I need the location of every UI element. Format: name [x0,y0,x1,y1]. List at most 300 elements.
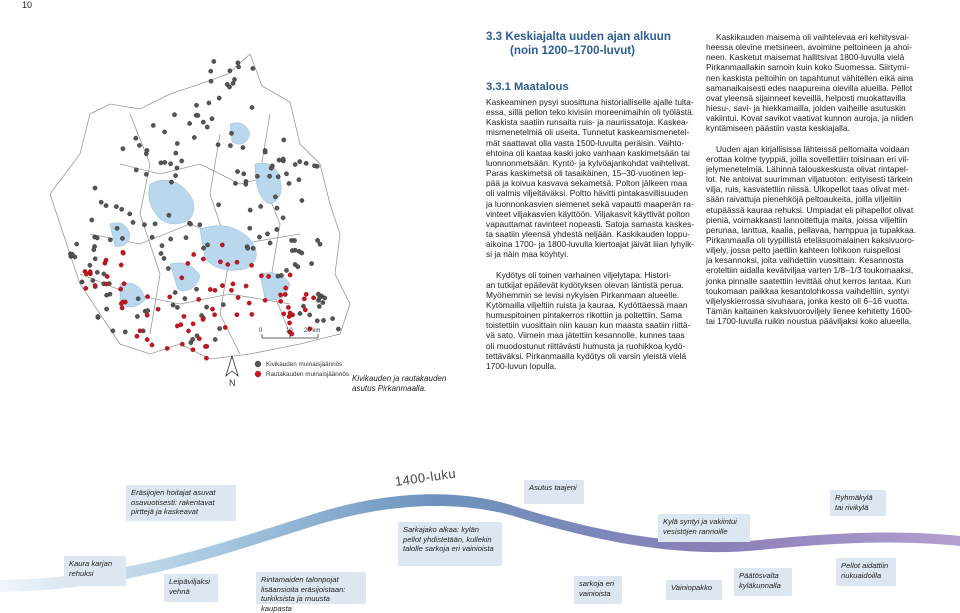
text-line: vakiintui. Kovat savikot vaativat kunnon auroja, ja niiden [706,113,914,124]
stone-age-site-marker [153,222,157,226]
iron-age-site-marker [249,263,253,267]
text-line: Kytömailla viljeltiin ruista ja kauraa. Kydöttäessä maan [486,299,688,310]
stone-age-site-marker [205,243,209,247]
stone-age-site-marker [145,148,149,152]
stone-age-site-marker [336,327,340,331]
iron-age-site-marker [287,321,291,325]
stone-age-site-marker [300,251,304,255]
text-line: Tämän kaltainen kaksivuoroviljely lienee kehitetty 1600- [706,306,913,317]
text-line: vinteet viljakasvien käyttöön. Viljakasvit käyttivät polton [486,208,690,219]
stone-age-site-marker [80,280,84,284]
stone-age-site-marker [242,172,246,176]
stone-age-site-marker [111,329,115,333]
timeline-box-erasijojen-hoitajat: Eräsijojen hoitajat asuvat osavuotisesti: rakentavat pirttejä ja kaskeavat [126,485,236,521]
stone-age-site-marker [201,120,205,124]
article-column-right [706,32,918,326]
iron-age-site-marker [191,348,195,352]
legend-stone-age-label: Kivikauden muinaisjäännös [266,361,343,368]
text-line: viljely, jossa pelto jaettiin kahteen lohkoon ruispellosi [706,245,901,256]
stone-age-site-marker [275,206,279,210]
iron-age-site-marker [84,286,88,290]
stone-age-site-marker [213,337,217,341]
stone-age-site-marker [265,232,269,236]
text-line: ovat yleensä sijainneet keveillä, helposti muokattavilla [706,92,906,103]
iron-age-site-marker [165,346,169,350]
iron-age-site-marker [236,295,240,299]
stone-age-site-marker [168,162,172,166]
stone-age-site-marker [93,186,97,190]
stone-age-site-marker [162,256,166,260]
stone-age-site-marker [212,59,216,63]
iron-age-site-marker [180,276,184,280]
stone-age-site-marker [198,223,202,227]
stone-age-site-marker [151,123,155,127]
stone-age-site-marker [281,157,285,161]
text-line: perunaa, lanttua, kaalia, pellavaa, hamppua ja tupakkaa. [706,224,916,235]
iron-age-site-marker [259,274,263,278]
stone-age-site-marker [276,175,280,179]
stone-age-site-marker [162,130,166,134]
iron-age-site-marker [186,329,190,333]
iron-age-site-marker [266,274,270,278]
stone-age-site-marker [99,200,103,204]
timeline-box-leipavilja: Leipäviljaksi vehnä [164,574,218,602]
text-line: eroteltiin aidalla kevätviljaa varten 1/8–1/3 toukomaaksi, [706,265,914,276]
stone-age-site-marker [300,198,304,202]
stone-age-site-marker [330,316,334,320]
iron-age-site-marker [145,294,149,298]
stone-age-site-marker [317,304,321,308]
iron-age-site-marker [286,305,290,309]
stone-age-site-marker [259,204,263,208]
text-line: neen. Kasketut maisemat hallitsivat 1800-luvulla vielä [706,52,905,63]
timeline-box-rintamaiden-talonpojat: Rintamaiden talonpojat lisäansioita eräsijoistaan: turkiksista ja muusta kaupasta [256,572,366,604]
stone-age-site-marker [297,178,301,182]
stone-age-site-marker [180,159,184,163]
text-line: tettäväksi. Pirkanmaalla kydötys oli varsin yleistä vielä [486,350,687,361]
north-arrow-icon [226,356,238,388]
stone-age-site-marker [270,164,274,168]
stone-age-site-marker [244,182,248,186]
text-line: samanaikaisesti edes naapureina olevilla alueilla. Pellot [706,82,913,93]
stone-age-site-marker [175,141,179,145]
stone-age-site-marker [228,143,232,147]
stone-age-site-marker [309,261,313,265]
text-line: kyntämiseen päästiin vasta keskiajalla. [706,123,850,134]
iron-age-site-marker [235,313,239,317]
text-line: Kydötys oli toinen varhainen viljelytapa. Histori- [496,269,672,280]
iron-age-site-marker [121,251,125,255]
stone-age-site-marker [298,311,302,315]
iron-age-site-marker [288,273,292,277]
iron-age-site-marker [223,325,227,329]
iron-age-site-marker [244,284,248,288]
text-line: ehtoina oli kaataa kaski joko vanhaan kaskimetsään tai [486,147,690,158]
stone-age-site-marker [167,213,171,217]
text-line: etupäässä kauraa rehuksi. Umpiadat eli pihapellot olivat [706,204,914,215]
article-column-left [486,30,695,371]
stone-age-site-marker [160,244,164,248]
timeline-box-vainiopakko: Vainiopakko [666,580,722,600]
paragraph-kaskikauden-maisema [706,32,918,134]
map-legend [255,361,349,378]
stone-age-site-marker [246,246,250,250]
text-line: oli valmis viljeltäväksi. Poltto hävitti pintakasvillisuuden [486,188,689,199]
iron-age-site-marker [250,312,254,316]
stone-age-site-marker [217,96,221,100]
stone-age-site-marker [163,160,167,164]
text-line: luonnonmetsään. Kyntö- ja kylvöajankohdat vaihtelivat. [486,157,690,168]
text-line: an tutkijat epäilevät kydötyksen olevan läntistä perua. [486,279,684,290]
stone-age-site-marker [284,268,288,272]
iron-age-site-marker [145,337,149,341]
timeline-box-kyla-syntyi: Kylä syntyi ja vakiintui vesistöjen rannoille [658,514,750,542]
stone-age-site-marker [172,113,176,117]
text-line: Pirkanmaallakin samoin kuin koko Suomessa. Siirtymi- [706,62,909,73]
stone-age-site-marker [315,319,319,323]
stone-age-site-marker [134,168,138,172]
text-line: lot. Ne antoivat suurimman viljatuoton: erityisesti tärkein [706,174,913,185]
text-line: Pirkanmaalla oli tyypillistä eteläsuomalainen kaksivuoro- [706,234,915,245]
iron-age-site-marker [119,287,123,291]
stone-age-site-marker [248,208,252,212]
stone-age-site-marker [96,314,100,318]
stone-age-site-marker [290,248,294,252]
stone-age-site-marker [279,273,283,277]
text-line: Paras kaskimetsä oli tasaikäinen, 15–30-vuotinen lep- [486,168,687,179]
timeline-box-kaura: Kaura karjan rehuksi [64,556,126,586]
stone-age-site-marker [229,131,233,135]
timeline-box-ryhmakyla: Ryhmäkylä tai rivikylä [830,490,886,516]
stone-age-site-marker [144,172,148,176]
text-line: mismenetelmiä oli useita. Tunnetut kaskeamismenetel- [486,127,690,138]
stone-age-sites [68,59,340,345]
stone-age-site-marker [321,300,325,304]
stone-age-site-marker [120,207,124,211]
iron-age-site-marker [213,288,217,292]
stone-age-site-marker [312,164,316,168]
text-line: pää ja koivua kasvava sekametsä. Polton jälkeen maa [486,178,688,189]
stone-age-site-marker [268,241,272,245]
iron-age-site-marker [279,299,283,303]
text-line: vä sato. Viimein maa jätettiin kesannolle, kunnes taas [486,330,685,341]
text-line: humuspitoinen pintakerros rikottiin ja poltettiin. Sama [486,310,682,321]
stone-age-site-marker [189,340,193,344]
iron-age-site-marker [84,272,88,276]
iron-age-site-marker [121,300,125,304]
iron-age-site-marker [201,257,205,261]
iron-age-site-marker [150,343,154,347]
iron-age-site-marker [93,283,97,287]
iron-age-site-marker [182,314,186,318]
iron-age-site-marker [156,307,160,311]
iron-age-site-marker [168,295,172,299]
iron-age-site-marker [120,306,124,310]
text-line: jonka pinnalle saatettiin levittää ohut kerros lantaa. Kun [706,275,911,286]
text-line: si ja näin maa köyhtyi. [486,249,569,260]
text-line: Kaskeaminen pysyi suosittuna historialliselle ajalle tulta- [486,97,694,107]
text-line: Myöhemmin se levisi nykyisen Pirkanmaan alueelle. [486,289,680,300]
text-line: Kaskikauden maisema oli vaihtelevaa eri kehitysvai- [716,32,910,42]
stone-age-site-marker [184,236,188,240]
stone-age-site-marker [70,252,74,256]
stone-age-site-marker [187,121,191,125]
stone-age-site-marker [169,237,173,241]
iron-age-site-marker [192,252,196,256]
stone-age-site-marker [104,307,108,311]
stone-age-site-marker [216,203,220,207]
stone-age-site-marker [88,263,92,267]
text-line: erottaa kolme tyyppiä, joilla sovellettiin toisinaan eri vil- [706,153,909,164]
stone-age-site-marker [204,305,208,309]
stone-age-site-marker [241,145,245,149]
stone-age-site-marker [205,125,209,129]
stone-age-site-marker [304,161,308,165]
text-line: Uuden ajan kirjallisissa lähteissä peltomaita voidaan [716,143,910,154]
stone-age-site-marker [183,296,187,300]
stone-age-site-marker [92,248,96,252]
legend-iron-age-label: Rautakauden muinaisjäännös [266,371,349,378]
stone-age-site-marker [194,287,198,291]
iron-age-site-marker [284,286,288,290]
stone-age-site-marker [194,103,198,107]
stone-age-site-marker [267,174,271,178]
text-line: oli muodostunut riittävästi humusta ja ruohikkoa kydö- [486,340,686,351]
stone-age-site-marker [282,138,286,142]
stone-age-site-marker [128,212,132,216]
iron-age-site-marker [302,297,306,301]
stone-age-site-marker [207,101,211,105]
iron-age-site-marker [247,301,251,305]
iron-age-site-marker [197,337,201,341]
iron-age-site-marker [180,342,184,346]
stone-age-site-marker [293,162,297,166]
iron-age-site-marker [201,317,205,321]
timeline-box-asutus-taajeni: Asutus taajeni [524,480,584,504]
stone-age-site-marker [209,69,213,73]
stone-age-site-marker [95,236,99,240]
iron-age-site-marker [263,298,267,302]
iron-age-site-marker [231,282,235,286]
paragraph-peltomaat [706,144,918,327]
stone-age-site-marker [321,318,325,322]
stone-age-site-marker [175,305,179,309]
stone-age-site-marker [209,79,213,83]
stone-age-site-marker [221,303,225,307]
map-caption: Kivikauden ja rautakauden asutus Pirkanmaalla. [352,374,447,393]
stone-age-site-marker [263,150,267,154]
text-line: viljelyskierrossa sivuhaara, jonka kesto oli 6–16 vuotta. [706,295,910,306]
subsection-title: 3.3.1 Maatalous [486,81,569,93]
stone-age-site-marker [217,326,221,330]
iron-age-site-marker [103,261,107,265]
stone-age-site-marker [90,218,94,222]
stone-age-site-marker [292,238,296,242]
text-line: essa, sillä pellon teko kivisiin moreenimaihin oli työlästä. [486,107,695,118]
text-line: hiesu-, savi- ja hiekkamailla, joiden vaiheille asutuskin [706,103,906,114]
stone-age-site-marker [93,257,97,261]
text-line: pieniä, voimakkaasti lannoitettuja maita, joissa viljeltiin [706,214,908,225]
iron-age-site-marker [105,274,109,278]
stone-age-site-marker [216,143,220,147]
iron-age-site-marker [119,263,123,267]
stone-age-site-marker [173,290,177,294]
timeline-box-sarkajako: Sarkajako alkaa: kylän pellot yhdistetään, kullekin talolle sarkoja eri vainioista [398,522,502,566]
stone-age-site-marker [308,313,312,317]
text-line: tai 1700-luvulla ruikin noustua pääviljaksi koko alueella. [706,316,912,327]
stone-age-site-marker [284,172,288,176]
text-line: 1700-luvun lopulla. [486,360,557,371]
stone-age-site-marker [75,242,79,246]
text-line: jelymenetelmiä. Lähinnä talouskeskusta olivat rintapel- [706,163,909,174]
stone-age-site-marker [171,303,175,307]
text-line: ja kesannoksi, joita vaihdettiin vuosittain. Kesannosta [706,255,904,266]
iron-age-site-marker [283,292,287,296]
stone-age-site-marker [174,151,178,155]
legend-iron-age-icon [255,371,261,377]
stone-age-site-marker [159,251,163,255]
stone-age-site-marker [137,143,141,147]
iron-age-site-marker [210,307,214,311]
stone-age-site-marker [316,292,320,296]
stone-age-site-marker [318,242,322,246]
timeline-box-sarkoja: sarkoja eri vainioista [574,576,622,604]
north-label: N [229,378,236,388]
stone-age-site-marker [231,81,235,85]
iron-age-site-marker [208,287,212,291]
iron-age-site-marker [135,334,139,338]
stone-age-site-marker [201,246,205,250]
stone-age-site-marker [255,174,259,178]
iron-age-site-marker [204,356,208,360]
page-number: 10 [22,0,33,10]
text-line: aikoina 1700- ja 1800-luvulla kiertoajat jäivät liian lyhyik- [486,239,695,250]
stone-age-site-marker [236,61,240,65]
iron-age-site-marker [122,282,126,286]
iron-age-site-marker [104,282,108,286]
stone-age-site-marker [91,278,95,282]
timeline-year-label: 1400-luku [393,465,458,489]
stone-age-site-marker [233,181,237,185]
stone-age-site-marker [210,117,214,121]
stone-age-site-marker [296,265,300,269]
iron-age-site-marker [235,260,239,264]
stone-age-site-marker [251,66,255,70]
stone-age-site-marker [236,65,240,69]
stone-age-site-marker [95,270,99,274]
iron-age-site-marker [282,312,286,316]
stone-age-site-marker [175,166,179,170]
iron-age-site-marker [220,283,224,287]
stone-age-site-marker [323,296,327,300]
archaeological-site-map [0,14,480,434]
stone-age-site-marker [196,113,200,117]
text-line: sään raivattuja pienehköjä peltoaukeita, joilla viljeltiin [706,194,902,205]
iron-age-site-marker [303,308,307,312]
text-line: Kaskista saatiin runsaita ruis- ja nauriissatoja. Kaskea- [486,117,689,128]
stone-age-site-marker [275,227,279,231]
text-line: nen kaskista peltoihin on tapahtunut vähitellen eikä aina [706,72,914,83]
scale-tick-20: 20 km [304,328,321,334]
iron-age-site-marker [278,293,282,297]
timeline-box-paatosvalta: Päätösvalta kyläkunnalla [734,568,792,596]
text-line: vilja, ruis, kasvatettiin niissä. Ulkopellot taas olivat met- [706,184,910,195]
stone-age-site-marker [142,223,146,227]
stone-age-site-marker [159,161,163,165]
iron-age-site-marker [212,313,216,317]
text-line: heessa olevine metsineen, avoimine peltoineen ja ahoi- [706,42,912,53]
iron-age-site-marker [186,261,190,265]
scale-tick-10: 10 [286,328,293,334]
iron-age-site-marker [226,262,230,266]
stone-age-site-marker [248,226,252,230]
stone-age-site-marker [166,266,170,270]
text-line: toukomaan paikkaa kesantolohkossa vaihdeltiin, syntyi [706,285,909,296]
stone-age-site-marker [188,222,192,226]
paragraph-kydotys [486,269,691,372]
iron-age-site-marker [229,288,233,292]
stone-age-site-marker [281,216,285,220]
stone-age-site-marker [251,246,255,250]
iron-age-site-marker [138,329,142,333]
stone-age-site-marker [232,77,236,81]
text-line: ta saatiin yleensä yhdestä neljään. Kaskikauden loppu- [486,229,690,240]
iron-age-site-marker [191,322,195,326]
iron-age-site-marker [220,243,224,247]
stone-age-site-marker [114,204,118,208]
section-title: 3.3 Keskiajalta uuden ajan alkuun (noin 1200–1700-luvut) [486,30,671,57]
stone-age-site-marker [277,158,281,162]
stone-age-site-marker [123,330,127,334]
stone-age-site-marker [273,195,277,199]
text-line: mät saattavat olla vasta 1500-luvulta peräisin. Vaihto- [486,137,685,148]
stone-age-site-marker [108,238,112,242]
stone-age-site-marker [131,220,135,224]
iron-age-site-marker [288,311,292,315]
stone-age-site-marker [250,105,254,109]
stone-age-site-marker [104,203,108,207]
iron-age-site-marker [197,297,201,301]
stone-age-site-marker [150,235,154,239]
stone-age-site-marker [136,297,140,301]
scale-bar [259,328,320,338]
iron-age-site-marker [304,292,308,296]
stone-age-site-marker [169,180,173,184]
stone-age-site-marker [235,169,239,173]
stone-age-site-marker [225,82,229,86]
text-line: toistettiin vuosittain niin kauan kun maasta saatiin riittä- [486,320,691,331]
scale-tick-0: 0 [259,328,263,334]
region-borders [50,54,350,359]
timeline-box-pellot-aidattiin: Pellot aidattiin riukuaidoilla [836,558,896,586]
iron-age-site-marker [179,323,183,327]
iron-age-sites [83,243,316,361]
stone-age-site-marker [135,314,139,318]
stone-age-site-marker [228,69,232,73]
iron-age-site-marker [218,260,222,264]
stone-age-site-marker [298,159,302,163]
iron-age-site-marker [145,313,149,317]
stone-age-site-marker [134,136,138,140]
iron-age-site-marker [311,296,315,300]
stone-age-site-marker [115,226,119,230]
legend-stone-age-icon [255,361,261,367]
stone-age-site-marker [120,236,124,240]
stone-age-site-marker [146,308,150,312]
stone-age-site-marker [173,173,177,177]
stone-age-site-marker [287,181,291,185]
text-line: vapauttamat ravinteet nopeasti. Satoja samasta kaskes- [486,218,695,229]
